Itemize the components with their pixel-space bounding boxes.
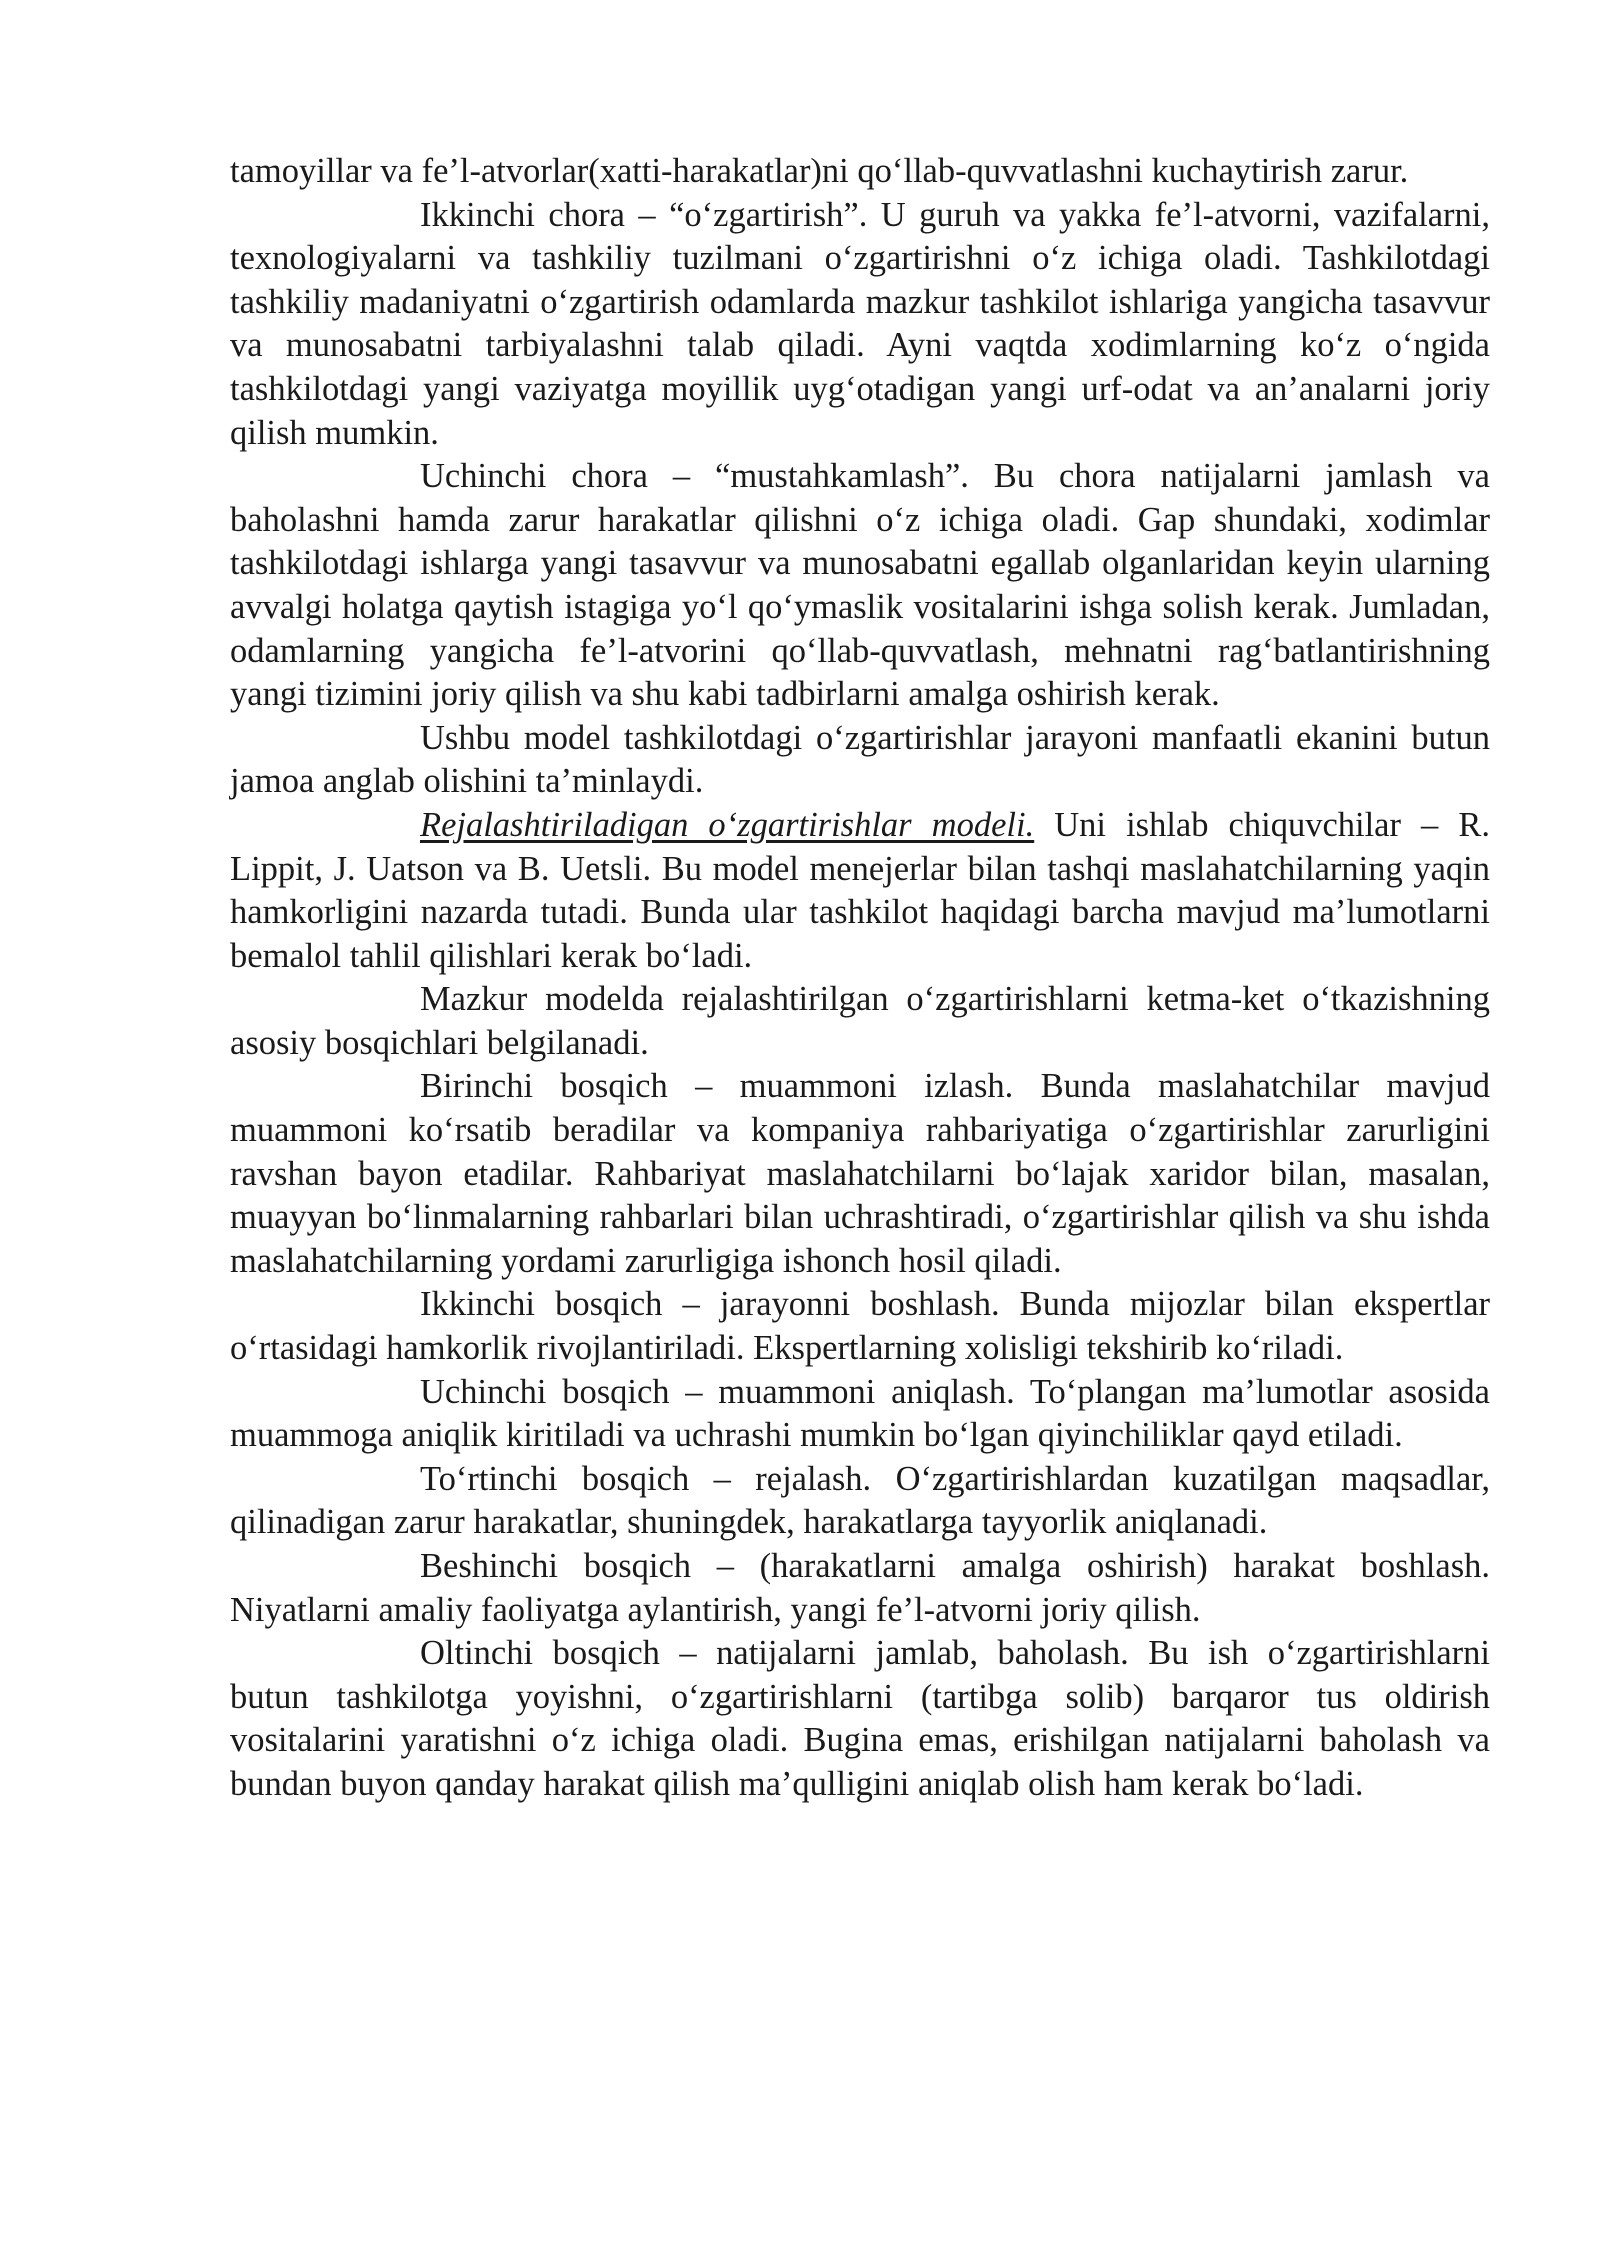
paragraph-second-measure <box>230 194 1490 456</box>
paragraph-text: Ushbu model tashkilotdagi o‘zgartirishlar jarayoni manfaatli ekanini butun jamoa anglab olishini ta’minlaydi. <box>230 718 1490 801</box>
paragraph-text: tamoyillar va fe’l-atvorlar(xatti-harakatlar)ni qo‘llab-quvvatlashni kuchaytirish zarur. <box>230 152 1409 190</box>
paragraph-text: Ikkinchi bosqich – jarayonni boshlash. Bunda mijozlar bilan ekspertlar o‘rtasidagi hamkorlik rivojlantiriladi. Ekspertlarning xolisligi tekshirib ko‘riladi. <box>230 1285 1490 1368</box>
paragraph-stage-1 <box>230 1065 1490 1283</box>
paragraph-stage-3 <box>230 1371 1490 1458</box>
paragraph-stage-2 <box>230 1283 1490 1370</box>
paragraph-model-stages-intro <box>230 978 1490 1065</box>
paragraph-text: Ikkinchi chora – “o‘zgartirish”. U guruh va yakka fe’l-atvorni, vazifalarni, texnologiyalarni va tashkiliy tuzilmani o‘zgartirishni o‘z ichiga oladi. Tashkilotdagi tashkiliy madaniyatni o‘zgartirish odamlarda mazkur tashkilot ishlariga yangicha tasavvur va munosabatni tarbiyalashni talab qiladi. Ayni vaqtda xodimlarning ko‘z o‘ngida tashkilotdagi yangi vaziyatga moyillik uyg‘otadigan yangi urf-odat va an’analarni joriy qilish mumkin. <box>230 195 1490 452</box>
paragraph-text: Oltinchi bosqich – natijalarni jamlab, baholash. Bu ish o‘zgartirishlarni butun tashkilotga yoyishni, o‘zgartirishlarni (tartibga solib) barqaror tus oldirish vositalarini yaratishni o‘z ichiga oladi. Bugina emas, erishilgan natijalarni baholash va bundan buyon qanday harakat qilish ma’qulligini aniqlab olish ham kerak bo‘ladi. <box>230 1634 1490 1803</box>
paragraph-text: To‘rtinchi bosqich – rejalash. O‘zgartirishlardan kuzatilgan maqsadlar, qilinadigan zarur harakatlar, shuningdek, harakatlarga tayyorlik aniqlanadi. <box>230 1459 1490 1542</box>
paragraph-stage-5 <box>230 1545 1490 1632</box>
paragraph-model-summary <box>230 717 1490 804</box>
paragraph-text: Uchinchi chora – “mustahkamlash”. Bu chora natijalarni jamlash va baholashni hamda zarur harakatlar qilishni o‘z ichiga oladi. Gap shundaki, xodimlar tashkilotdagi ishlarga yangi tasavvur va munosabatni egallab olganlaridan keyin ularning avvalgi holatga qaytish istagiga yo‘l qo‘ymaslik vositalarini ishga solish kerak. Jumladan, odamlarning yangicha fe’l-atvorini qo‘llab-quvvatlash, mehnatni rag‘batlantirishning yangi tizimini joriy qilish va shu kabi tadbirlarni amalga oshirish kerak. <box>230 457 1490 714</box>
paragraph-text: Birinchi bosqich – muammoni izlash. Bunda maslahatchilar mavjud muammoni ko‘rsatib beradilar va kompaniya rahbariyatiga o‘zgartirishlar zarurligini ravshan bayon etadilar. Rahbariyat maslahatchilarni bo‘lajak xaridor bilan, masalan, muayyan bo‘linmalarning rahbarlari bilan uchrashtiradi, o‘zgartirishlar qilish va shu ishda maslahatchilarning yordami zarurligiga ishonch hosil qiladi. <box>230 1067 1490 1280</box>
paragraph-continuation <box>230 150 1490 194</box>
section-term: Rejalashtiriladigan o‘zgartirishlar modeli. <box>420 805 1035 844</box>
document-page <box>230 150 1490 1807</box>
paragraph-text: Uchinchi bosqich – muammoni aniqlash. To‘plangan ma’lumotlar asosida muammoga aniqlik kiritiladi va uchrashi mumkin bo‘lgan qiyinchiliklar qayd etiladi. <box>230 1372 1490 1455</box>
paragraph-planned-changes-model <box>230 804 1490 978</box>
paragraph-stage-4 <box>230 1458 1490 1545</box>
paragraph-third-measure <box>230 455 1490 717</box>
paragraph-text: Mazkur modelda rejalashtirilgan o‘zgartirishlarni ketma-ket o‘tkazishning asosiy bosqichlari belgilanadi. <box>230 980 1490 1062</box>
paragraph-text: Beshinchi bosqich – (harakatlarni amalga oshirish) harakat boshlash. Niyatlarni amaliy faoliyatga aylantirish, yangi fe’l-atvorni joriy qilish. <box>230 1547 1490 1629</box>
paragraph-stage-6 <box>230 1632 1490 1806</box>
paragraph-text: Uni ishlab chiquvchilar – R. Lippit, J. Uatson va B. Uetsli. Bu model menejerlar bilan tashqi maslahatchilarning yaqin hamkorligini nazarda tutadi. Bunda ular tashkilot haqidagi barcha mavjud ma’lumotlarni bemalol tahlil qilishlari kerak bo‘ladi. <box>230 805 1490 975</box>
